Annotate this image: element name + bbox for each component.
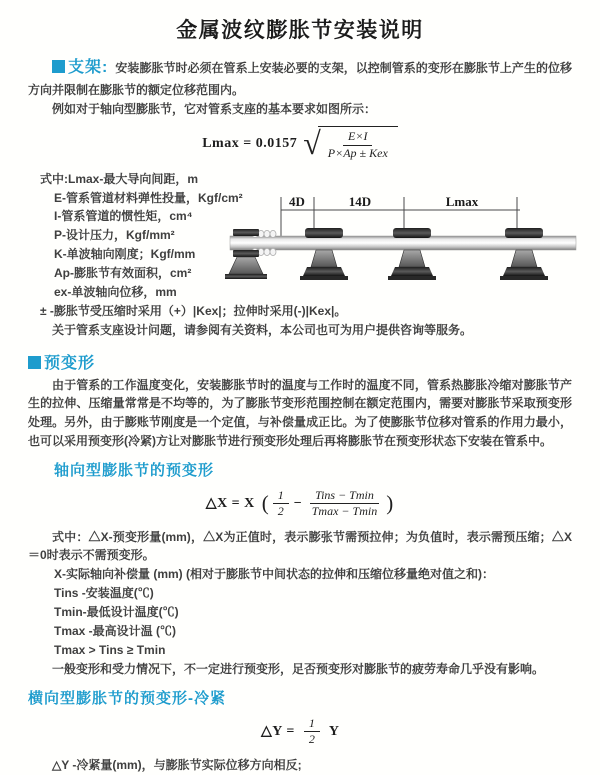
pipe-support-diagram	[224, 188, 582, 292]
section-marker-icon	[28, 356, 41, 369]
predeform-paragraph: 由于管系的工作温度变化，安装膨胀节时的温度与工作时的温度不同，管系热膨胀冷缩对膨胀节产生的拉伸、压缩量常常是不均等的，为了膨胀节变形范围控制在额定范围内，需要对膨胀节采取预变形处理。另外，由于膨账节刚度是一个定值，与补偿量成正比。为了使膨胀节位移对管系的作用力最小，也可以采用预变形(冷紧)方让对膨胀节进行预变形处理后再将膨胀节在预变形状态下安装在管系中。	[28, 377, 572, 448]
axial-formula	[28, 488, 572, 520]
predeform-heading-text: 预变形	[44, 354, 96, 372]
temp-fraction-denominator: Tmax − Tmin	[311, 504, 378, 519]
axial-note: Tmax -最高设计温 (℃)	[54, 624, 177, 639]
half-fraction	[273, 488, 289, 520]
definition-line: Ap-膨胀节有效面积，cm²	[54, 266, 192, 281]
lateral-note: △Y -冷紧量(mm)，与膨胀节实际位移方向相反;	[52, 757, 302, 772]
half-numerator: 1	[273, 488, 289, 505]
lateral-formula-lhs: △Y =	[261, 724, 295, 740]
axial-subheading: 轴向型膨胀节的预变形	[54, 461, 215, 479]
support-paragraph	[28, 56, 572, 100]
lateral-formula	[28, 716, 572, 748]
axial-note: X-实际轴向补偿量 (mm) (相对于膨胀节中间状态的拉伸和压缩位移量绝对值之和)：	[54, 567, 494, 582]
lmax-fraction-numerator: E×I	[343, 129, 372, 146]
close-paren: )	[386, 491, 394, 516]
definition-line: 式中:Lmax-最大导向间距，m	[40, 171, 199, 186]
guide-support	[500, 228, 548, 280]
lateral-half-denominator: 2	[308, 732, 315, 747]
support-example-line: 例如对于轴向型膨胀节，它对管系支座的基本要求如图所示：	[52, 101, 377, 116]
lateral-subheading: 横向型膨胀节的预变形-冷紧	[28, 689, 226, 707]
radical-body	[318, 126, 398, 161]
temp-fraction-numerator: Tins − Tmin	[310, 488, 379, 505]
dim-label-14d: 14D	[348, 193, 372, 209]
definition-line: E-管系管道材料弹性投量，Kgf/cm²	[54, 190, 243, 205]
dim-label-lmax: Lmax	[445, 193, 479, 209]
predeform-section-title	[28, 350, 572, 373]
definition-line: K-单波轴向刚度；Kgf/mm	[54, 247, 196, 262]
radical-sign: √	[303, 125, 321, 162]
definition-line: ex-单波轴向位移，mm	[54, 285, 177, 300]
open-paren: (	[261, 491, 269, 516]
page-title: 金属波纹膨胀节安装说明	[176, 19, 424, 42]
definitions-and-diagram	[28, 170, 572, 303]
lmax-formula-lhs: Lmax = 0.0157	[202, 135, 298, 151]
minus-sign: −	[293, 495, 302, 511]
axial-note: Tmax > Tins ≥ Tmin	[54, 643, 166, 657]
lateral-formula-rhs: Y	[328, 723, 339, 739]
dim-label-4d: 4D	[289, 193, 305, 209]
axial-note: Tmin-最低设计温度(℃)	[54, 605, 179, 620]
guide-support	[300, 228, 348, 280]
lateral-half-fraction	[304, 716, 320, 748]
lmax-formula	[28, 126, 572, 161]
plusminus-note: ± -膨胀节受压缩时采用（+）|Kex|；拉伸时采用(-)|Kex|。	[40, 304, 347, 319]
support-section-heading: 支架:	[68, 59, 109, 76]
axial-note: Tins -安装温度(℃)	[54, 586, 154, 601]
lmax-fraction-denominator: P×Ap ± Kex	[327, 145, 388, 160]
axial-formula-lhs: △X = X	[205, 496, 255, 512]
support-intro-text: 安装膨胀节时必须在管系上安装必要的支架，以控制管系的变形在膨胀节上产生的位移方向并限制在膨胀节的额定位移范围内。	[28, 61, 572, 97]
pipe	[230, 236, 576, 250]
axial-explain: 式中：△X-预变形量(mm)，△X为正值时，表示膨张节需预拉伸；为负值时，表示需预压缩；△X＝0时表示不需预变形。	[28, 529, 572, 563]
definition-line: P-设计压力，Kgf/mm²	[54, 228, 175, 243]
definition-line: I-管系管道的惯性矩，cm⁴	[54, 209, 193, 224]
half-denominator: 2	[277, 504, 284, 519]
pipe-support-diagram-svg	[224, 188, 582, 292]
consult-line: 关于管系支座设计问题，请参阅有关资料，本公司也可为用户提供咨询等服务。	[52, 322, 473, 337]
lateral-half-numerator: 1	[304, 716, 320, 733]
guide-support	[388, 228, 436, 280]
temperature-fraction	[307, 488, 382, 520]
axial-remark: 一般变形和受力情况下，不一定进行预变形，足否预变形对膨胀节的疲劳寿命几乎没有影响。	[52, 661, 545, 676]
lmax-fraction	[323, 129, 393, 161]
section-marker-icon	[52, 60, 65, 73]
